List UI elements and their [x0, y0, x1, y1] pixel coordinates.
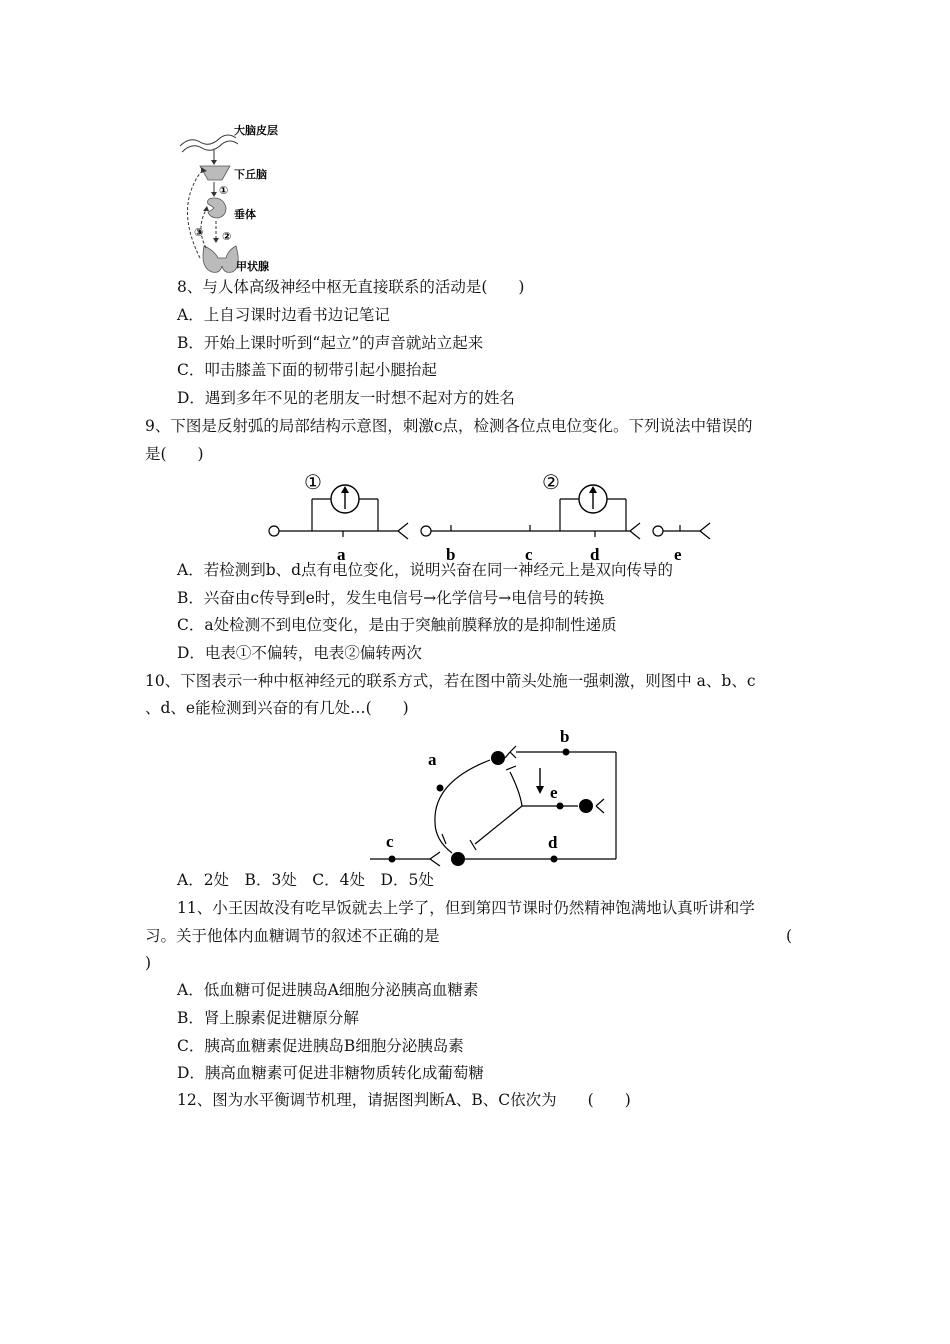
- q10-point-b-label: b: [560, 727, 570, 746]
- point-e-label: e: [674, 545, 682, 564]
- meter-2-label: ②: [542, 470, 560, 494]
- q11-paren-close: ): [145, 954, 152, 972]
- q8-option-c: C．叩击膝盖下面的韧带引起小腿抬起: [177, 361, 437, 379]
- meter-1-label: ①: [304, 470, 322, 494]
- q10-stem-line2: 、d、e能检测到兴奋的有几处…( ): [145, 699, 409, 717]
- cortex-label: 大脑皮层: [234, 124, 278, 137]
- q9-stem-line2: 是( ): [145, 445, 204, 463]
- svg-text:①: ①: [219, 184, 229, 197]
- q11-option-c: C．胰高血糖素促进胰岛B细胞分泌胰岛素: [177, 1037, 464, 1055]
- q8-stem: 8、与人体高级神经中枢无直接联系的活动是( ): [177, 278, 525, 296]
- hypothalamus-label: 下丘脑: [234, 168, 267, 181]
- q9-stem-line1: 9、下图是反射弧的局部结构示意图，刺激c点，检测各位点电位变化。下列说法中错误的: [145, 417, 753, 435]
- point-a-label: a: [337, 545, 346, 564]
- q10-point-c-label: c: [386, 832, 394, 851]
- q9-option-a: A．若检测到b、d点有电位变化，说明兴奋在同一神经元上是双向传导的: [177, 561, 674, 579]
- q11-option-d: D．胰高血糖素可促进非糖物质转化成葡萄糖: [177, 1064, 484, 1082]
- q11-paren-open: (: [786, 927, 793, 945]
- q10-stem-line1: 10、下图表示一种中枢神经元的联系方式，若在图中箭头处施一强刺激，则图中 a、b、c: [145, 672, 756, 690]
- thyroid-regulation-diagram: [170, 118, 300, 278]
- q8-option-d: D．遇到多年不见的老朋友一时想不起对方的姓名: [177, 389, 515, 407]
- point-d-label: d: [590, 545, 600, 564]
- q11-stem-line1: 11、小王因故没有吃早饭就去上学了，但到第四节课时仍然精神饱满地认真听讲和学: [177, 899, 755, 917]
- pituitary-label: 垂体: [234, 208, 256, 221]
- q10-point-a-label: a: [428, 750, 437, 769]
- q8-option-a: A．上自习课时边看书边记笔记: [177, 306, 390, 324]
- point-c-label: c: [525, 545, 533, 564]
- svg-text:③: ③: [194, 226, 204, 239]
- thyroid-label: 甲状腺: [236, 260, 269, 273]
- q10-point-d-label: d: [548, 833, 558, 852]
- svg-text:②: ②: [222, 230, 232, 243]
- q8-option-b: B．开始上课时听到“起立”的声音就站立起来: [177, 334, 484, 352]
- q9-option-d: D．电表①不偏转，电表②偏转两次: [177, 644, 422, 662]
- q10-options: A．2处 B．3处 C．4处 D．5处: [177, 871, 434, 889]
- q10-point-e-label: e: [550, 783, 558, 802]
- reflex-arc-diagram: [260, 465, 730, 565]
- q11-option-a: A．低血糖可促进胰岛A细胞分泌胰高血糖素: [177, 981, 479, 999]
- q12-stem: 12、图为水平衡调节机理，请据图判断A、B、C依次为 ( ): [177, 1091, 631, 1109]
- q9-option-c: C．a处检测不到电位变化，是由于突触前膜释放的是抑制性递质: [177, 616, 617, 634]
- q9-option-b: B．兴奋由c传导到e时，发生电信号→化学信号→电信号的转换: [177, 589, 605, 607]
- q11-option-b: B．肾上腺素促进糖原分解: [177, 1009, 359, 1027]
- neuron-circuit-diagram: [360, 722, 630, 872]
- q11-stem-line2: 习。关于他体内血糖调节的叙述不正确的是: [145, 927, 440, 945]
- point-b-label: b: [446, 545, 456, 564]
